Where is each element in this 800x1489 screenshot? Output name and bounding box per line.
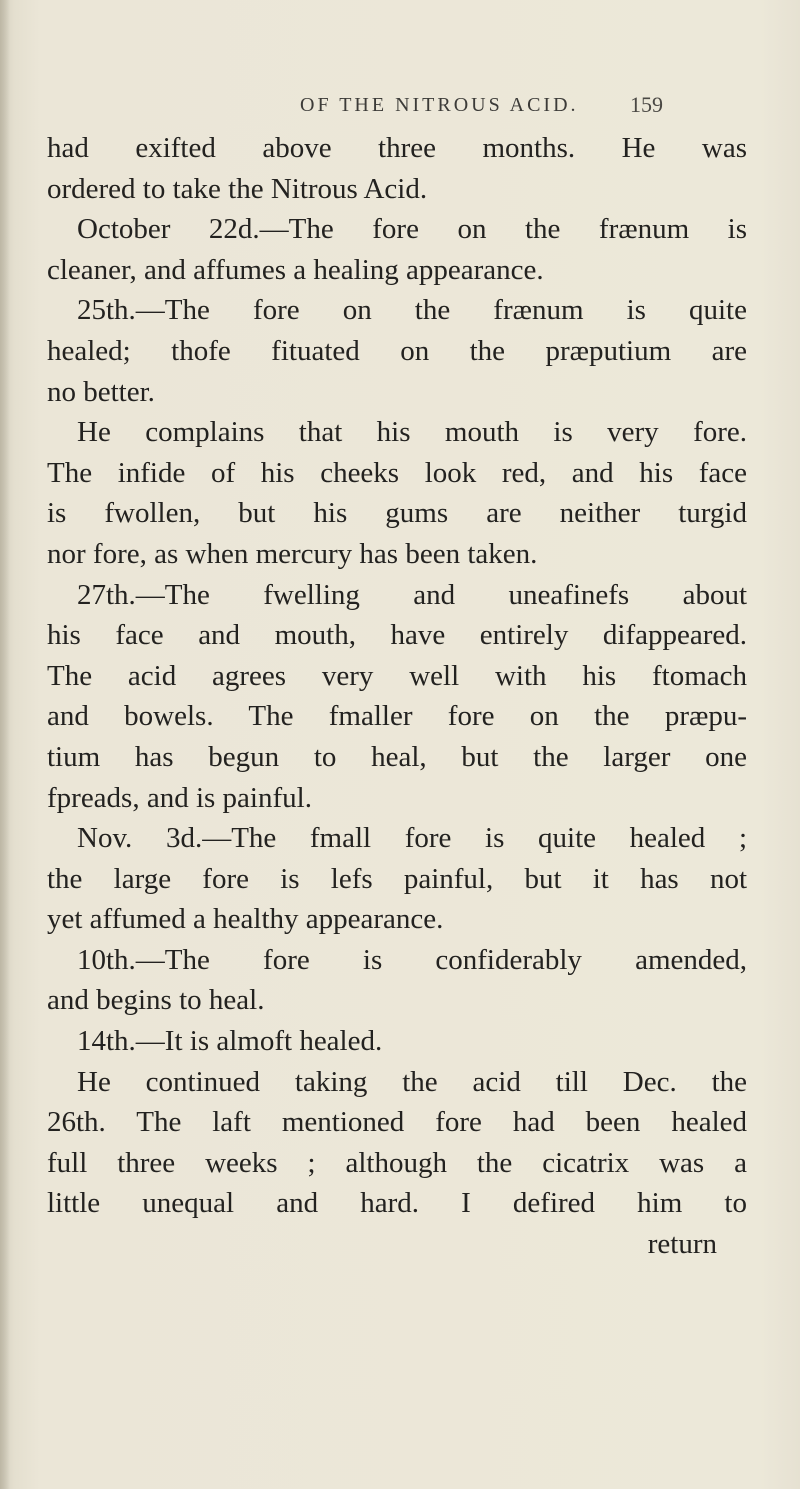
text-line: cleaner, and affumes a healing appearance. (47, 253, 544, 286)
text-line: Nov. 3d.—The fmall fore is quite healed ; (77, 822, 747, 855)
text-line: little unequal and hard. I defired him to (47, 1187, 747, 1220)
text-line: his face and mouth, have entirely difappeared. (47, 619, 747, 652)
text-line: 25th.—The fore on the frænum is quite (77, 294, 747, 327)
running-title: OF THE NITROUS ACID. (300, 94, 579, 116)
text-line: The acid agrees very well with his ftomach (47, 659, 747, 692)
text-line: fpreads, and is painful. (47, 781, 312, 814)
text-line: yet affumed a healthy appearance. (47, 903, 444, 936)
text-line: He continued taking the acid till Dec. the (77, 1065, 747, 1098)
text-line: tium has begun to heal, but the larger one (47, 740, 747, 773)
text-line: and bowels. The fmaller fore on the præpu- (47, 700, 747, 733)
text-line: full three weeks ; although the cicatrix was a (47, 1146, 747, 1179)
text-line: October 22d.—The fore on the frænum is (77, 213, 747, 246)
page-number: 159 (630, 92, 663, 117)
text-line: The infide of his cheeks look red, and his face (47, 456, 747, 489)
text-line: He complains that his mouth is very fore. (77, 416, 747, 449)
text-line: had exifted above three months. He was (47, 132, 747, 164)
page-gutter-shadow (0, 0, 10, 1489)
text-line: is fwollen, but his gums are neither turgid (47, 497, 747, 530)
text-line: 14th.—It is almoft healed. (77, 1025, 383, 1058)
text-line: nor fore, as when mercury has been taken. (47, 537, 538, 570)
body-text (47, 128, 747, 1265)
running-head (0, 80, 800, 116)
text-line: healed; thofe fituated on the præputium are (47, 334, 747, 367)
text-line: no better. (47, 375, 155, 408)
text-line: 27th.—The fwelling and uneafinefs about (77, 578, 747, 611)
text-line: ordered to take the Nitrous Acid. (47, 172, 428, 205)
text-line: and begins to heal. (47, 984, 265, 1017)
text-line: 10th.—The fore is confiderably amended, (77, 943, 747, 976)
text-line: 26th. The laft mentioned fore had been healed (47, 1106, 747, 1139)
text-line: the large fore is lefs painful, but it has not (47, 862, 747, 895)
catchword: return (647, 1228, 717, 1261)
